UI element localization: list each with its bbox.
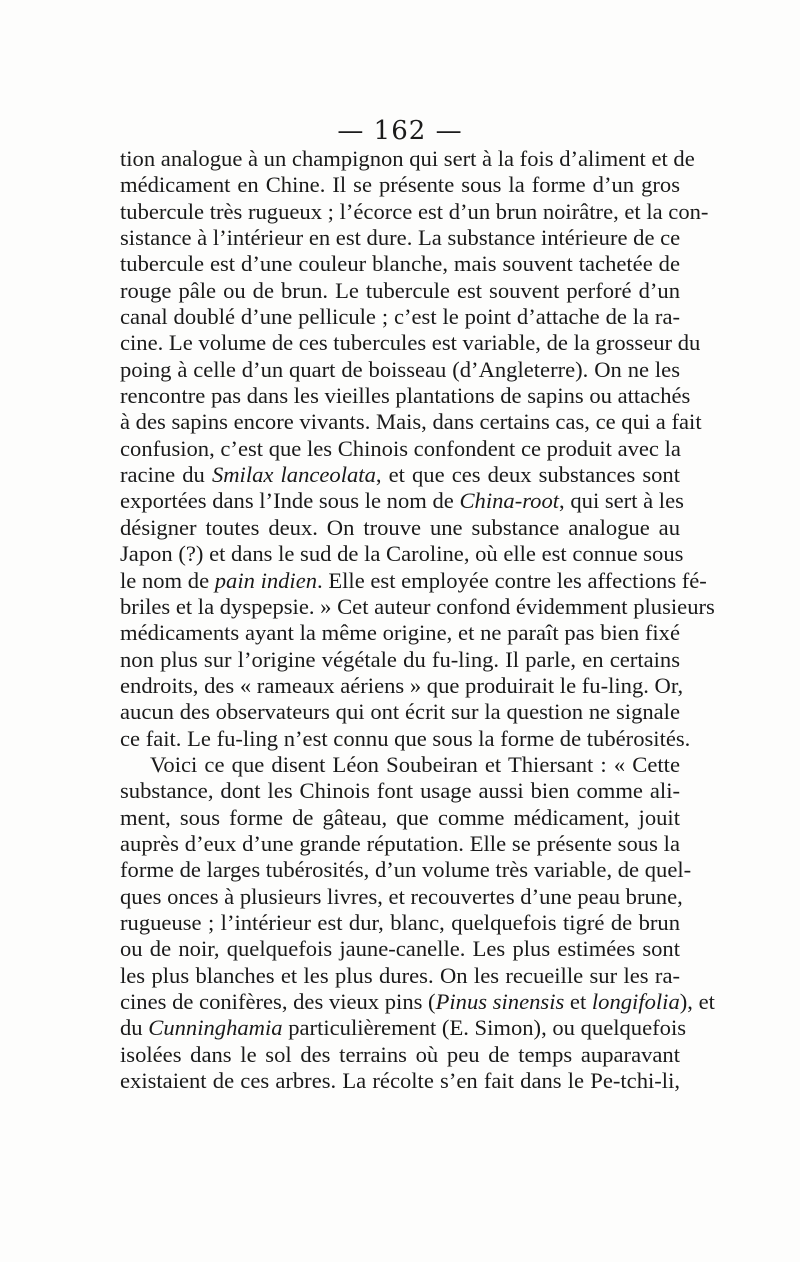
text-line (120, 699, 680, 725)
page-number: — 162 — (337, 116, 463, 146)
text-line (120, 620, 680, 646)
text-line (120, 963, 680, 989)
line-text: auprès d’eux d’une grande réputation. Elle se présente sous la (120, 830, 680, 856)
line-text: isolées dans le sol des terrains où peu de temps auparavant (120, 1041, 680, 1067)
line-text: ques onces à plusieurs livres, et recouvertes d’une peau brune, (120, 883, 683, 909)
text-line (120, 436, 680, 462)
line-text: cines de conifères, des vieux pins ( (120, 989, 436, 1014)
text-line (120, 647, 680, 673)
line-text: tubercule très rugueux ; l’écorce est d’un brun noirâtre, et la con- (120, 198, 709, 224)
text-line (120, 831, 680, 857)
italic-term: China-root (459, 488, 560, 514)
text-line (120, 725, 691, 752)
italic-term: Pinus sinensis (435, 989, 565, 1014)
line-text: racine du (120, 462, 212, 488)
text-line (120, 488, 684, 514)
text-line (120, 1068, 680, 1094)
text-line (120, 304, 680, 330)
text-line (120, 278, 680, 304)
text-line (120, 752, 680, 778)
line-text: le nom de (120, 567, 215, 593)
line-text: ce fait. Le fu-ling n’est connu que sous la forme de tubérosités. (120, 725, 691, 751)
text-line (120, 541, 684, 567)
text-line (120, 330, 701, 356)
text-line (120, 672, 684, 699)
line-text: désigner toutes deux. On trouve une substance analogue au (120, 514, 680, 540)
italic-term: Smilax lanceolata (211, 462, 376, 488)
text-line (120, 936, 680, 962)
text-line (120, 857, 692, 883)
italic-term: longifolia (591, 989, 680, 1014)
line-text: du (120, 1015, 149, 1041)
line-text: confusion, c’est que les Chinois confondent ce produit avec la (120, 435, 681, 461)
line-text: endroits, des « rameaux aériens » que produirait le fu-ling. Or, (120, 672, 684, 698)
text-line (120, 172, 680, 198)
text-line (120, 515, 680, 541)
line-text: sistance à l’intérieur en est dure. La substance intérieure de ce (120, 225, 681, 251)
text-line (120, 146, 695, 172)
line-text: Voici ce que disent Léon Soubeiran et Thiersant : « Cette (150, 751, 680, 777)
line-text: existaient de ces arbres. La récolte s’en fait dans le Pe-tchi-li, (120, 1068, 680, 1094)
line-text: . Elle est employée contre les affections fé- (317, 567, 707, 593)
text-line (120, 462, 680, 488)
line-text: poing à celle d’un quart de boisseau (d’Angleterre). On ne les (120, 356, 680, 382)
text-line (120, 409, 702, 435)
line-text: ment, sous forme de gâteau, que comme médicament, jouit (120, 804, 680, 830)
line-text: Japon (?) et dans le sud de la Caroline, où elle est connue sous (120, 541, 684, 567)
line-text: ou de noir, quelquefois jaune-canelle. Les plus estimées sont (120, 936, 680, 962)
text-line (120, 198, 709, 225)
text-line (120, 1015, 687, 1041)
line-text: rugueuse ; l’intérieur est dur, blanc, quelquefois tigré de brun (120, 909, 680, 935)
text-line (120, 910, 680, 936)
line-text: non plus sur l’origine végétale du fu-ling. Il parle, en certains (120, 646, 680, 672)
body-text (120, 146, 715, 1094)
line-text: briles et la dyspepsie. » Cet auteur confond évidemment plusieurs (120, 593, 715, 619)
line-text: à des sapins encore vivants. Mais, dans certains cas, ce qui a fait (120, 409, 702, 435)
text-line (120, 1042, 680, 1068)
line-text: rencontre pas dans les vieilles plantations de sapins ou attachés (120, 383, 691, 409)
text-line (120, 805, 680, 831)
line-text: les plus blanches et les plus dures. On les recueille sur les ra- (120, 962, 680, 988)
line-text: canal doublé d’une pellicule ; c’est le point d’attache de la ra- (120, 304, 680, 330)
text-line (120, 251, 680, 277)
text-line (120, 778, 680, 804)
text-line (120, 383, 691, 409)
text-line (120, 567, 707, 594)
line-text: tubercule est d’une couleur blanche, mais souvent tachetée de (120, 251, 680, 277)
text-line (120, 593, 715, 620)
text-line (120, 357, 680, 383)
text-line (120, 989, 715, 1015)
line-text: médicament en Chine. Il se présente sous la forme d’un gros (120, 172, 680, 198)
italic-term: pain indien (214, 567, 318, 593)
line-text: particulièrement (E. Simon), ou quelquefois (282, 1015, 687, 1041)
line-text: exportées dans l’Inde sous le nom de (120, 488, 460, 514)
line-text: aucun des observateurs qui ont écrit sur la question ne signale (120, 699, 680, 725)
line-text: ), et (679, 989, 715, 1014)
line-text: , qui sert à les (559, 488, 684, 514)
line-text: médicaments ayant la même origine, et ne paraît pas bien fixé (120, 620, 680, 646)
line-text: forme de larges tubérosités, d’un volume très variable, de quel- (120, 857, 692, 883)
text-line (120, 883, 683, 910)
italic-term: Cunninghamia (148, 1015, 283, 1041)
line-text: rouge pâle ou de brun. Le tubercule est souvent perforé d’un (120, 277, 680, 303)
line-text: et (564, 989, 592, 1014)
line-text: cine. Le volume de ces tubercules est variable, de la grosseur du (120, 330, 701, 356)
line-text: substance, dont les Chinois font usage aussi bien comme ali- (120, 778, 680, 804)
text-line (120, 225, 680, 251)
line-text: , et que ces deux substances sont (375, 462, 681, 488)
line-text: tion analogue à un champignon qui sert à la fois d’aliment et de (120, 146, 695, 171)
